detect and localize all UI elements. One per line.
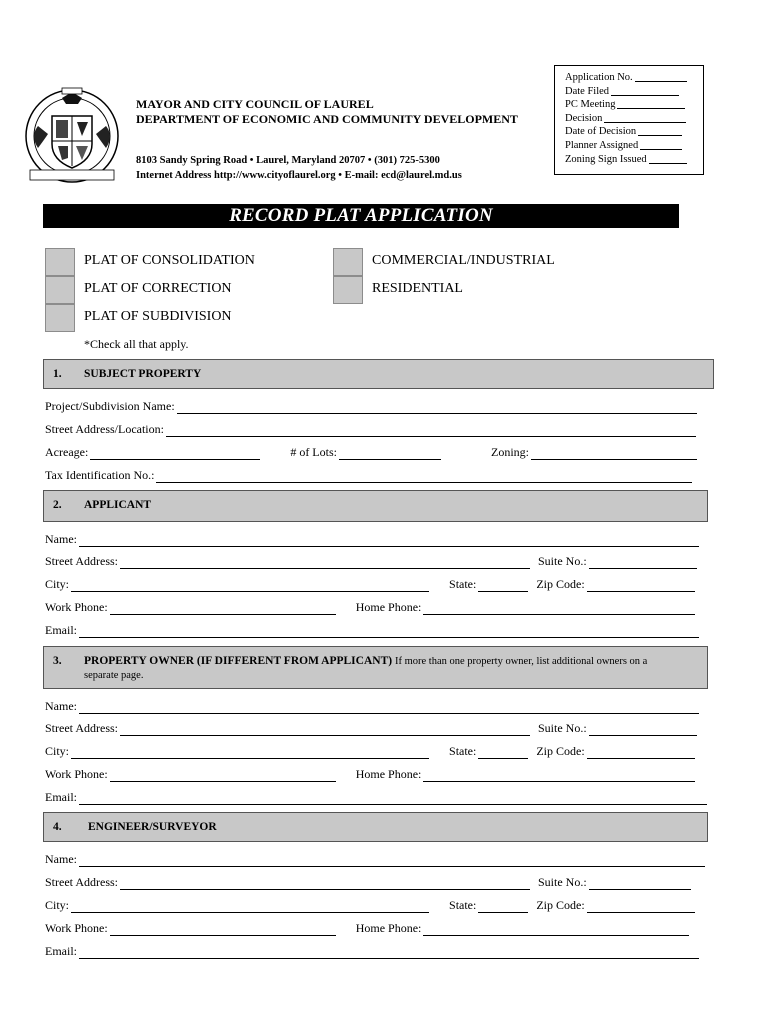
section-4-number: 4. <box>53 821 62 833</box>
office-use-box <box>554 65 704 175</box>
contact-info <box>136 153 462 183</box>
office-field-application-no[interactable]: Application No. <box>565 71 703 85</box>
engineer-email-field[interactable] <box>79 946 699 959</box>
tax-id-field[interactable] <box>156 470 692 483</box>
engineer-home-phone-field[interactable] <box>423 923 689 936</box>
applicant-suite-field[interactable] <box>589 556 697 569</box>
section-3-number: 3. <box>53 655 62 667</box>
applicant-name-field[interactable] <box>79 534 699 547</box>
address-line: 8103 Sandy Spring Road • Laurel, Maryland 20707 • (301) 725-5300 <box>136 155 440 166</box>
section-1-header <box>43 359 714 389</box>
owner-home-phone-field[interactable] <box>423 769 695 782</box>
section-2-number: 2. <box>53 499 62 511</box>
form-title-bar <box>43 204 679 228</box>
form-title: RECORD PLAT APPLICATION <box>229 205 493 226</box>
owner-suite-field[interactable] <box>589 723 697 736</box>
row-owner-phones: Work Phone: Home Phone: <box>45 766 710 782</box>
zoning-field[interactable] <box>531 447 697 460</box>
checkbox-plat-of-consolidation[interactable] <box>45 248 75 276</box>
label-plat-of-correction: PLAT OF CORRECTION <box>84 281 232 296</box>
engineer-state-field[interactable] <box>478 900 528 913</box>
lots-field[interactable] <box>339 447 441 460</box>
row-owner-name: Name: <box>45 698 710 714</box>
row-engineer-name: Name: <box>45 851 710 867</box>
row-acreage-lots-zoning: Acreage: # of Lots: Zoning: <box>45 444 710 460</box>
section-3-header <box>43 646 708 689</box>
row-applicant-phones: Work Phone: Home Phone: <box>45 599 710 615</box>
engineer-zip-field[interactable] <box>587 900 695 913</box>
applicant-email-field[interactable] <box>79 625 699 638</box>
row-project-name: Project/Subdivision Name: <box>45 398 710 414</box>
office-field-pc-meeting[interactable]: PC Meeting <box>565 98 703 112</box>
org-line-1: MAYOR AND CITY COUNCIL OF LAUREL <box>136 97 374 111</box>
section-3-subtitle-line2: separate page. <box>84 670 144 681</box>
section-1-title: SUBJECT PROPERTY <box>84 368 202 380</box>
section-2-header <box>43 490 708 522</box>
section-3-title: PROPERTY OWNER (IF DIFFERENT FROM APPLICANT) <box>84 655 393 667</box>
row-engineer-street: Street Address: Suite No.: <box>45 874 710 890</box>
checkbox-plat-of-subdivision[interactable] <box>45 304 75 332</box>
office-field-date-filed[interactable]: Date Filed <box>565 85 703 99</box>
row-engineer-phones: Work Phone: Home Phone: <box>45 920 710 936</box>
row-owner-street: Street Address: Suite No.: <box>45 720 710 736</box>
label-plat-of-consolidation: PLAT OF CONSOLIDATION <box>84 253 255 268</box>
row-street-location: Street Address/Location: <box>45 421 710 437</box>
label-plat-of-subdivision: PLAT OF SUBDIVISION <box>84 309 232 324</box>
applicant-street-field[interactable] <box>120 556 530 569</box>
section-3-subtitle: If more than one property owner, list additional owners on a <box>394 656 648 667</box>
checkbox-plat-of-correction[interactable] <box>45 276 75 304</box>
owner-work-phone-field[interactable] <box>110 769 336 782</box>
engineer-suite-field[interactable] <box>589 877 691 890</box>
owner-state-field[interactable] <box>478 746 528 759</box>
applicant-city-field[interactable] <box>71 579 429 592</box>
section-4-title: ENGINEER/SURVEYOR <box>88 821 217 833</box>
checkbox-commercial-industrial[interactable] <box>333 248 363 276</box>
row-owner-email: Email: <box>45 789 710 805</box>
applicant-state-field[interactable] <box>478 579 528 592</box>
office-field-planner-assigned[interactable]: Planner Assigned <box>565 139 703 153</box>
row-applicant-city: City: State: Zip Code: <box>45 576 710 592</box>
row-applicant-name: Name: <box>45 531 710 547</box>
applicant-home-phone-field[interactable] <box>423 602 695 615</box>
section-1-number: 1. <box>53 368 62 380</box>
org-line-2: DEPARTMENT OF ECONOMIC AND COMMUNITY DEVELOPMENT <box>136 112 518 126</box>
owner-email-field[interactable] <box>79 792 707 805</box>
engineer-name-field[interactable] <box>79 854 705 867</box>
row-applicant-email: Email: <box>45 622 710 638</box>
owner-name-field[interactable] <box>79 701 699 714</box>
checkbox-residential[interactable] <box>333 276 363 304</box>
engineer-city-field[interactable] <box>71 900 429 913</box>
office-field-zoning-sign-issued[interactable]: Zoning Sign Issued <box>565 153 703 167</box>
section-4-header <box>43 812 708 842</box>
applicant-work-phone-field[interactable] <box>110 602 336 615</box>
row-tax-id: Tax Identification No.: <box>45 467 710 483</box>
owner-zip-field[interactable] <box>587 746 695 759</box>
organization-header <box>136 97 518 127</box>
label-commercial-industrial: COMMERCIAL/INDUSTRIAL <box>372 253 555 268</box>
street-location-field[interactable] <box>166 424 696 437</box>
row-engineer-city: City: State: Zip Code: <box>45 897 710 913</box>
city-seal-logo <box>22 86 122 186</box>
project-name-field[interactable] <box>177 401 697 414</box>
row-engineer-email: Email: <box>45 943 710 959</box>
row-applicant-street: Street Address: Suite No.: <box>45 553 710 569</box>
applicant-zip-field[interactable] <box>587 579 695 592</box>
check-all-note: *Check all that apply. <box>84 337 189 351</box>
engineer-work-phone-field[interactable] <box>110 923 336 936</box>
label-residential: RESIDENTIAL <box>372 281 463 296</box>
engineer-street-field[interactable] <box>120 877 530 890</box>
section-2-title: APPLICANT <box>84 499 152 511</box>
internet-line: Internet Address http://www.cityoflaurel.org • E-mail: ecd@laurel.md.us <box>136 170 462 181</box>
office-field-decision[interactable]: Decision <box>565 112 703 126</box>
row-owner-city: City: State: Zip Code: <box>45 743 710 759</box>
office-field-date-of-decision[interactable]: Date of Decision <box>565 125 703 139</box>
owner-street-field[interactable] <box>120 723 530 736</box>
owner-city-field[interactable] <box>71 746 429 759</box>
acreage-field[interactable] <box>90 447 260 460</box>
